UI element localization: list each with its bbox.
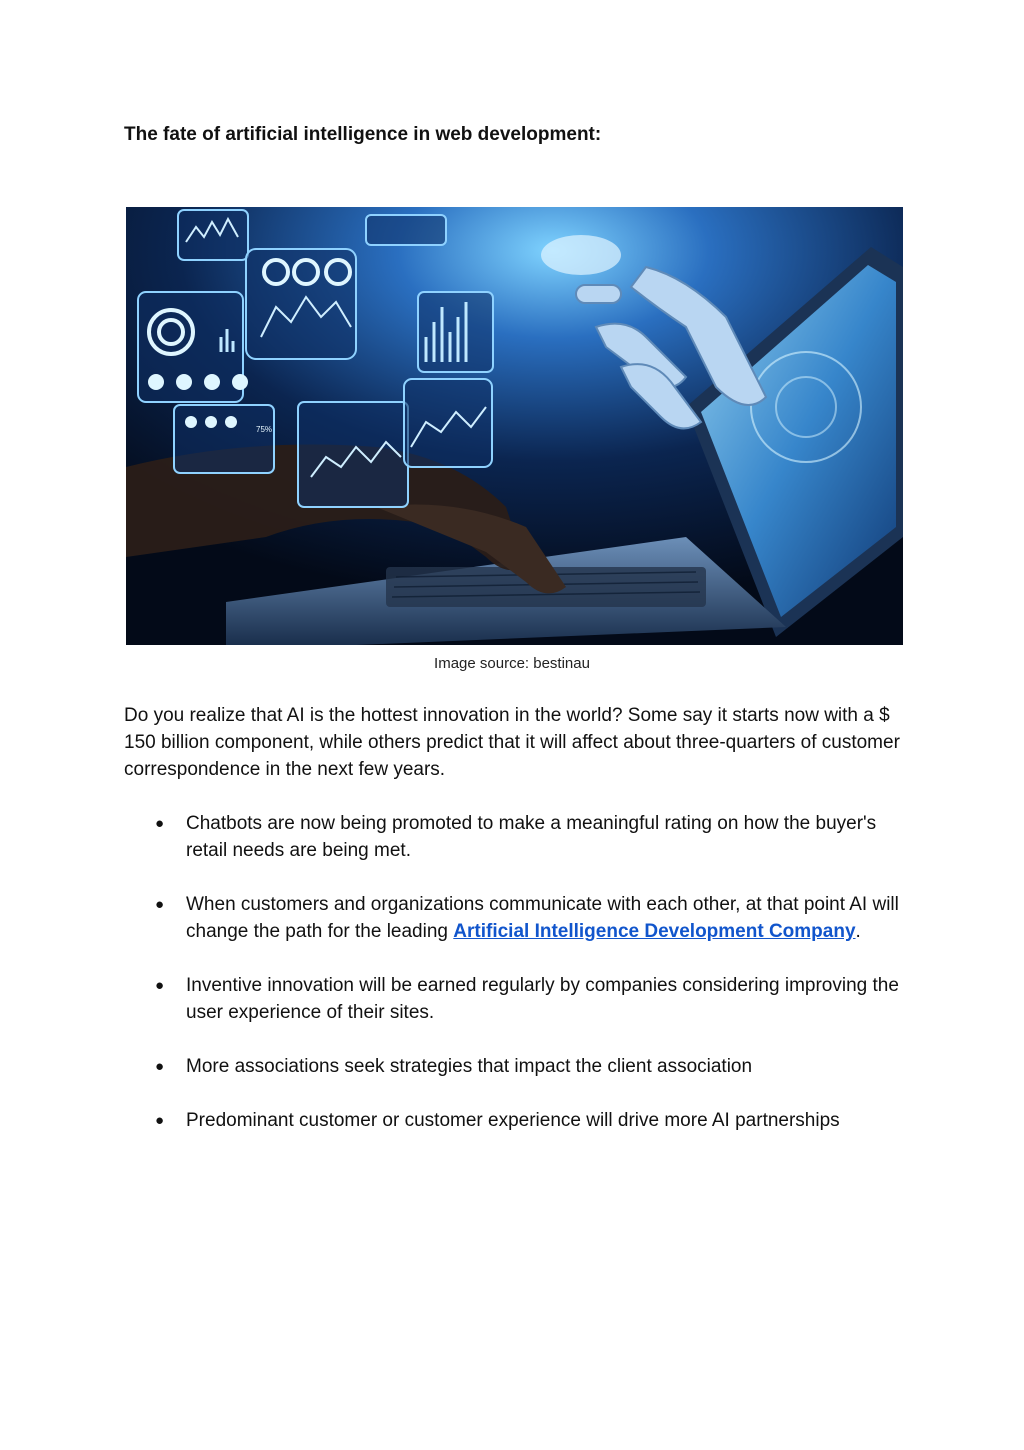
list-item-text: Inventive innovation will be earned regularly by companies considering improving the user experience of their sites. xyxy=(186,975,899,1023)
bullet-icon: ● xyxy=(155,1058,165,1075)
bullet-icon: ● xyxy=(155,977,165,994)
list-item-text-end: . xyxy=(855,921,861,942)
hero-image-ai-laptop xyxy=(126,207,903,645)
list-item xyxy=(124,1053,914,1080)
bullet-list xyxy=(124,810,914,1161)
bullet-icon: ● xyxy=(155,1112,165,1129)
list-item-text: Chatbots are now being promoted to make a meaningful rating on how the buyer's retail needs are being met. xyxy=(186,813,877,861)
list-item xyxy=(124,810,914,864)
hologram-percent-label: 75% xyxy=(256,425,273,434)
bullet-icon: ● xyxy=(155,815,165,832)
list-item xyxy=(124,1107,914,1134)
document-title: The fate of artificial intelligence in web development: xyxy=(124,124,602,145)
bullet-icon: ● xyxy=(155,896,165,913)
image-caption: Image source: bestinau xyxy=(434,655,590,672)
list-item-text: More associations seek strategies that impact the client association xyxy=(186,1056,753,1077)
intro-paragraph: Do you realize that AI is the hottest innovation in the world? Some say it starts now with a $ 150 billion component, while others predict that it will affect about three-quarters of customer correspondence in the next few years. xyxy=(124,705,900,780)
list-item-text: When customers and organizations communicate with each other, at that point AI will change the path for the leading xyxy=(186,894,899,942)
list-item xyxy=(124,972,914,1026)
ai-development-company-link[interactable]: Artificial Intelligence Development Company xyxy=(453,921,856,942)
hero-illustration xyxy=(126,207,903,645)
list-item-text: Predominant customer or customer experience will drive more AI partnerships xyxy=(186,1110,840,1131)
list-item xyxy=(124,891,914,945)
